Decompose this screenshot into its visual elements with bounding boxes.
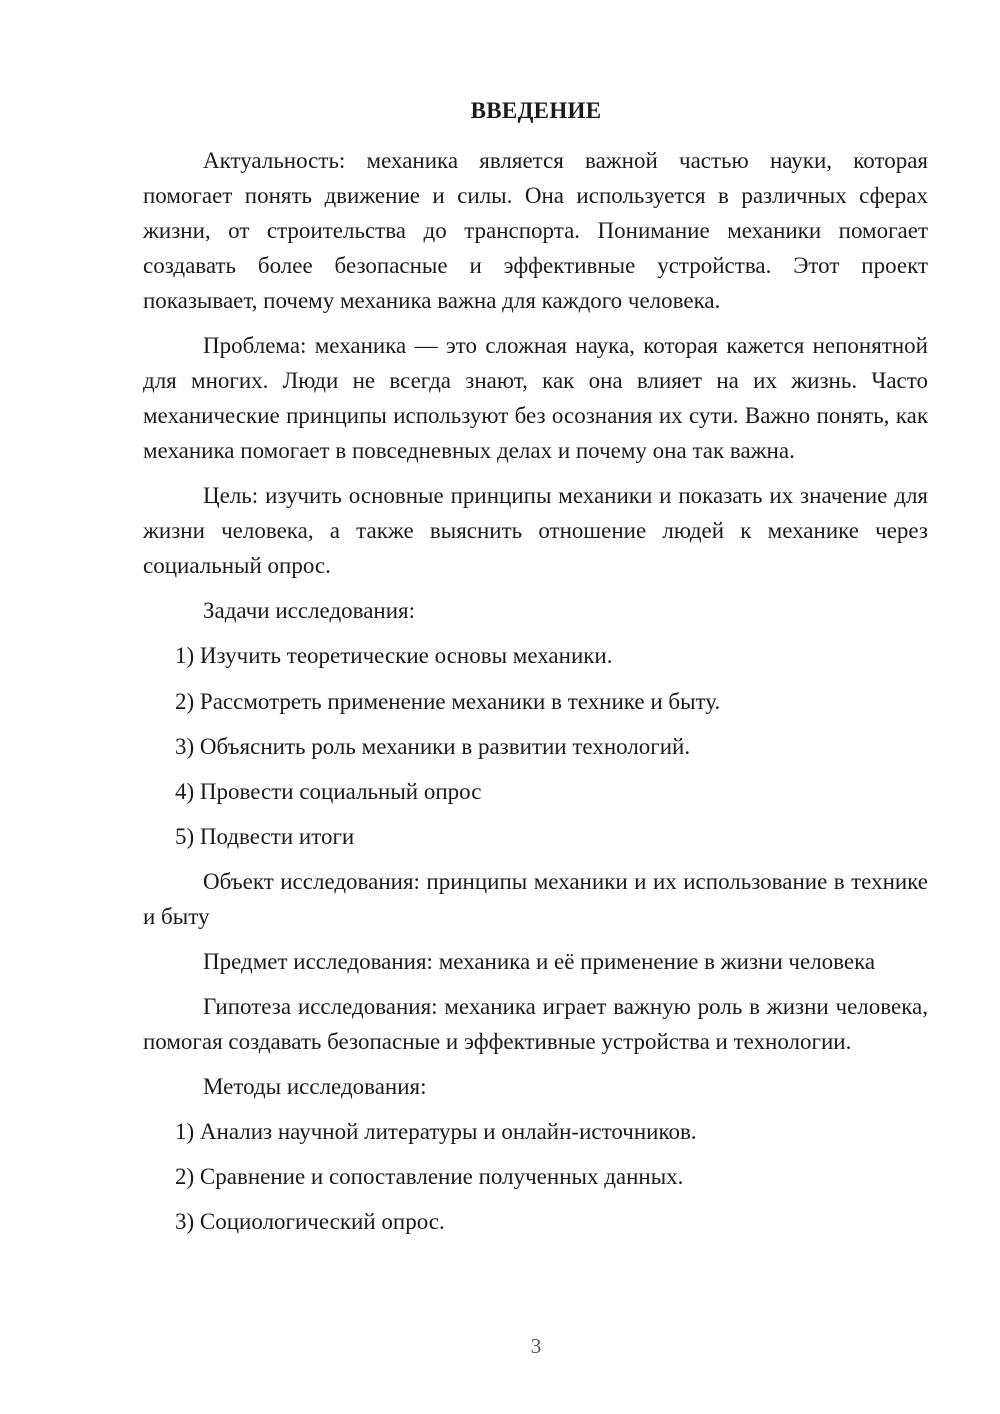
task-item: 1) Изучить теоретические основы механики.: [175, 643, 613, 668]
task-item: 5) Подвести итоги: [175, 824, 355, 849]
method-item: 3) Социологический опрос.: [175, 1209, 445, 1234]
hypothesis-paragraph: Гипотеза исследования: механика играет важную роль в жизни человека, помогая создавать безопасные и эффективные устройства и технологии.: [143, 994, 928, 1054]
task-item: 2) Рассмотреть применение механики в технике и быту.: [175, 689, 721, 714]
goal-paragraph: Цель: изучить основные принципы механики и показать их значение для жизни человека, а также выяснить отношение людей к механике через социальный опрос.: [143, 483, 928, 578]
methods-label: Методы исследования:: [203, 1074, 427, 1099]
relevance-paragraph: Актуальность: механика является важной частью науки, которая помогает понять движение и силы. Она используется в различных сферах жизни, от строительства до транспорта. Понимание механики помогает создавать более безопасные и эффективные устройства. Этот проект показывает, почему механика важна для каждого человека.: [143, 148, 928, 313]
task-item: 4) Провести социальный опрос: [175, 779, 482, 804]
subject-paragraph: Предмет исследования: механика и её применение в жизни человека: [203, 949, 876, 974]
object-paragraph: Объект исследования: принципы механики и их использование в технике и быту: [143, 869, 928, 929]
method-item: 1) Анализ научной литературы и онлайн-источников.: [175, 1119, 697, 1144]
problem-paragraph: Проблема: механика — это сложная наука, которая кажется непонятной для многих. Люди не всегда знают, как она влияет на их жизнь. Часто механические принципы используют без осознания их сути. Важно понять, как механика помогает в повседневных делах и почему она так важна.: [143, 333, 928, 463]
section-heading: ВВЕДЕНИЕ: [470, 98, 602, 123]
task-item: 3) Объяснить роль механики в развитии технологий.: [175, 734, 691, 759]
tasks-label: Задачи исследования:: [203, 598, 416, 623]
body-text: [143, 143, 928, 1239]
method-item: 2) Сравнение и сопоставление полученных данных.: [175, 1164, 684, 1189]
page-number: 3: [530, 1334, 542, 1358]
